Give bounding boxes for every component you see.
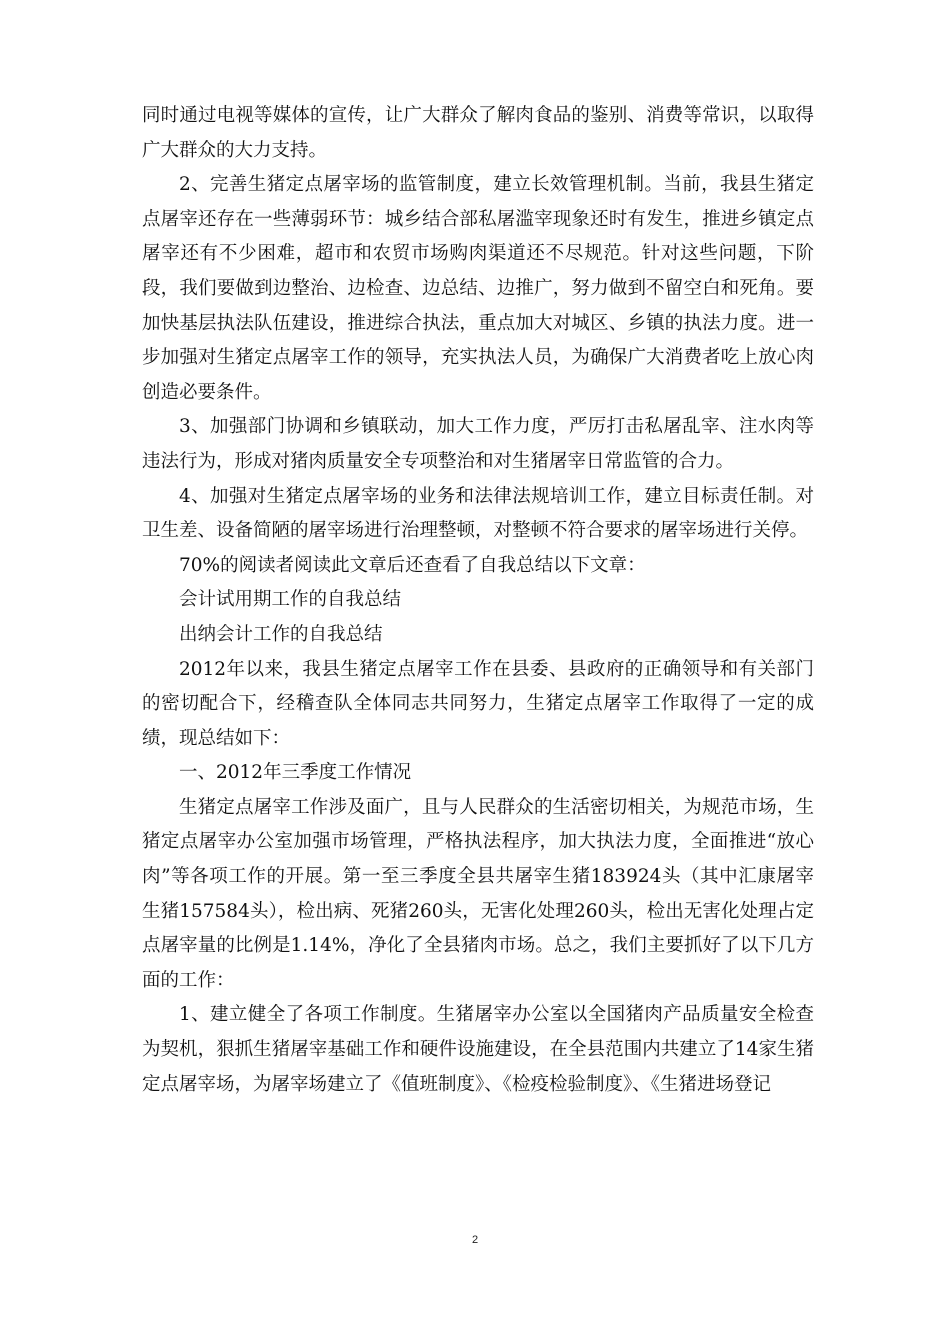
related-articles-note: 70%的阅读者阅读此文章后还查看了自我总结以下文章： bbox=[179, 554, 646, 576]
paragraph-item-2: 2、完善生猪定点屠宰场的监管制度，建立长效管理机制。当前，我县生猪定点屠宰还存在一些薄弱环节：城乡结合部私屠滥宰现象还时有发生，推进乡镇定点屠宰还有不少困难，超市和农贸市场购肉渠道还不尽规范。针对这些问题，下阶段，我们要做到边整治、边检查、边总结、边推广，努力做到不留空白和死角。要加快基层执法队伍建设，推进综合执法，重点加大对城区、乡镇的执法力度。进一步加强对生猪定点屠宰工作的领导，充实执法人员，为确保广大消费者吃上放心肉创造必要条件。 bbox=[142, 174, 814, 403]
related-article-link-1[interactable]: 会计试用期工作的自我总结 bbox=[179, 589, 402, 611]
page-number: 2 bbox=[471, 1234, 479, 1246]
paragraph-continuation: 同时通过电视等媒体的宣传，让广大群众了解肉食品的鉴别、消费等常识，以取得广大群众的大力支持。 bbox=[142, 105, 814, 161]
paragraph-work-system: 1、建立健全了各项工作制度。生猪屠宰办公室以全国猪肉产品质量安全检查为契机，狠抓生猪屠宰基础工作和硬件设施建设，在全县范围内共建立了14家生猪定点屠宰场，为屠宰场建立了《值班制度》、《检疫检验制度》、《生猪进场登记 bbox=[142, 1004, 814, 1095]
paragraph-item-4: 4、加强对生猪定点屠宰场的业务和法律法规培训工作，建立目标责任制。对卫生差、设备简陋的屠宰场进行治理整顿，对整顿不符合要求的屠宰场进行关停。 bbox=[142, 485, 814, 542]
related-article-link-2[interactable]: 出纳会计工作的自我总结 bbox=[179, 623, 383, 645]
paragraph-q3-summary: 生猪定点屠宰工作涉及面广，且与人民群众的生活密切相关，为规范市场，生猪定点屠宰办公室加强市场管理，严格执法程序，加大执法力度，全面推进“放心肉”等各项工作的开展。第一至三季度全县共屠宰生猪183924头（其中汇康屠宰生猪157584头），检出病、死猪260头，无害化处理260头，检出无害化处理占定点屠宰量的比例是1.14%，净化了全县猪肉市场。总之，我们主要抓好了以下几方面的工作： bbox=[142, 796, 814, 991]
document-body bbox=[142, 99, 814, 1102]
paragraph-intro-2012: 2012年以来，我县生猪定点屠宰工作在县委、县政府的正确领导和有关部门的密切配合下，经稽查队全体同志共同努力，生猪定点屠宰工作取得了一定的成绩，现总结如下： bbox=[142, 658, 814, 749]
paragraph-item-3: 3、加强部门协调和乡镇联动，加大工作力度，严厉打击私屠乱宰、注水肉等违法行为，形成对猪肉质量安全专项整治和对生猪屠宰日常监管的合力。 bbox=[142, 416, 814, 472]
section-heading-q3-2012: 一、2012年三季度工作情况 bbox=[179, 762, 412, 784]
